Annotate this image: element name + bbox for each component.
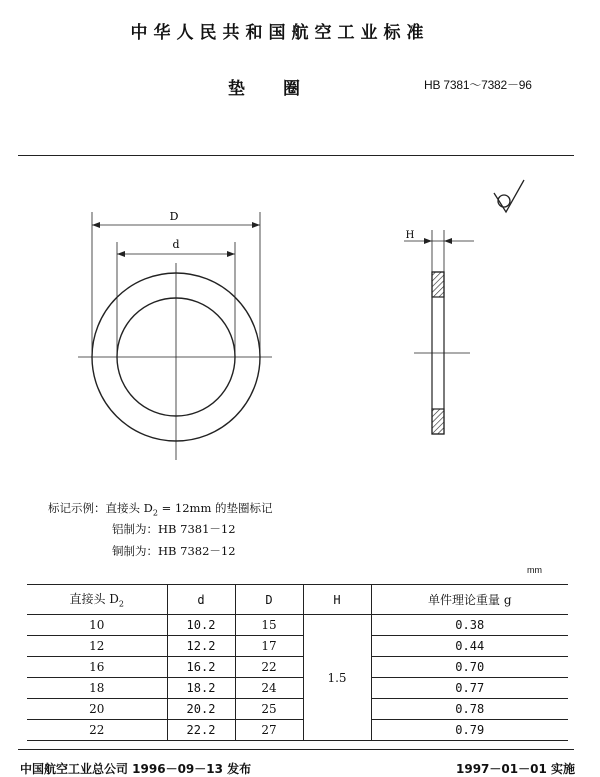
cell-weight: 0.79 bbox=[371, 720, 568, 741]
marking-example-lead bbox=[48, 500, 273, 521]
cell-d2: 16 bbox=[27, 657, 167, 678]
inner-diameter-label: d bbox=[172, 238, 180, 251]
cell-D: 17 bbox=[235, 636, 303, 657]
header-d2-text: 直接头 D bbox=[69, 592, 119, 607]
table-header-row bbox=[27, 585, 568, 615]
example-lead-text: 标记示例：直接头 D bbox=[48, 501, 153, 515]
marking-example-aluminum: 铝制为：HB 7381－12 bbox=[112, 522, 236, 536]
bottom-divider bbox=[18, 749, 574, 750]
cell-D: 15 bbox=[235, 615, 303, 636]
spec-table bbox=[27, 584, 568, 741]
cell-d: 22.2 bbox=[167, 720, 235, 741]
cell-d: 18.2 bbox=[167, 678, 235, 699]
cell-weight: 0.77 bbox=[371, 678, 568, 699]
cell-d: 16.2 bbox=[167, 657, 235, 678]
header-d: d bbox=[167, 585, 235, 615]
cell-d: 20.2 bbox=[167, 699, 235, 720]
publisher-line: 中国航空工业总公司 1996－09－13 发布 bbox=[20, 762, 252, 776]
cell-d: 10.2 bbox=[167, 615, 235, 636]
header-d2-subscript: 2 bbox=[118, 599, 125, 609]
cell-weight: 0.44 bbox=[371, 636, 568, 657]
table-row bbox=[27, 699, 568, 720]
cell-d2: 10 bbox=[27, 615, 167, 636]
cell-D: 22 bbox=[235, 657, 303, 678]
thickness-label: H bbox=[405, 230, 415, 241]
table-row bbox=[27, 615, 568, 636]
example-lead-tail: = 12mm 的垫圈标记 bbox=[157, 501, 273, 515]
unit-label: mm bbox=[527, 565, 542, 575]
side-view bbox=[404, 230, 474, 434]
top-divider bbox=[18, 155, 574, 156]
cell-d2: 20 bbox=[27, 699, 167, 720]
cell-H: 1.5 bbox=[303, 615, 371, 741]
marking-example-copper: 铜制为：HB 7382－12 bbox=[112, 544, 236, 558]
surface-finish-symbol bbox=[494, 180, 524, 212]
cell-weight: 0.78 bbox=[371, 699, 568, 720]
table-row bbox=[27, 720, 568, 741]
standard-number: HB 7381～7382－96 bbox=[424, 78, 532, 92]
header-d2 bbox=[27, 585, 167, 615]
implementation-date: 1997－01－01 实施 bbox=[456, 762, 575, 776]
section-hatch-bottom bbox=[432, 409, 444, 434]
cell-d2: 18 bbox=[27, 678, 167, 699]
header-H: H bbox=[303, 585, 371, 615]
cell-D: 25 bbox=[235, 699, 303, 720]
example-lead-subscript: 2 bbox=[152, 508, 158, 518]
outer-diameter-label: D bbox=[169, 210, 179, 223]
washer-drawing bbox=[0, 160, 600, 480]
table-row bbox=[27, 636, 568, 657]
table-row bbox=[27, 657, 568, 678]
cell-d2: 12 bbox=[27, 636, 167, 657]
header-D: D bbox=[235, 585, 303, 615]
cell-d2: 22 bbox=[27, 720, 167, 741]
header-weight: 单件理论重量 g bbox=[371, 585, 568, 615]
cell-weight: 0.70 bbox=[371, 657, 568, 678]
cell-weight: 0.38 bbox=[371, 615, 568, 636]
cell-D: 24 bbox=[235, 678, 303, 699]
cell-D: 27 bbox=[235, 720, 303, 741]
cell-d: 12.2 bbox=[167, 636, 235, 657]
section-hatch-top bbox=[432, 272, 444, 297]
document-title: 垫圈 bbox=[228, 79, 338, 99]
table-row bbox=[27, 678, 568, 699]
organization-title: 中华人民共和国航空工业标准 bbox=[130, 23, 430, 43]
